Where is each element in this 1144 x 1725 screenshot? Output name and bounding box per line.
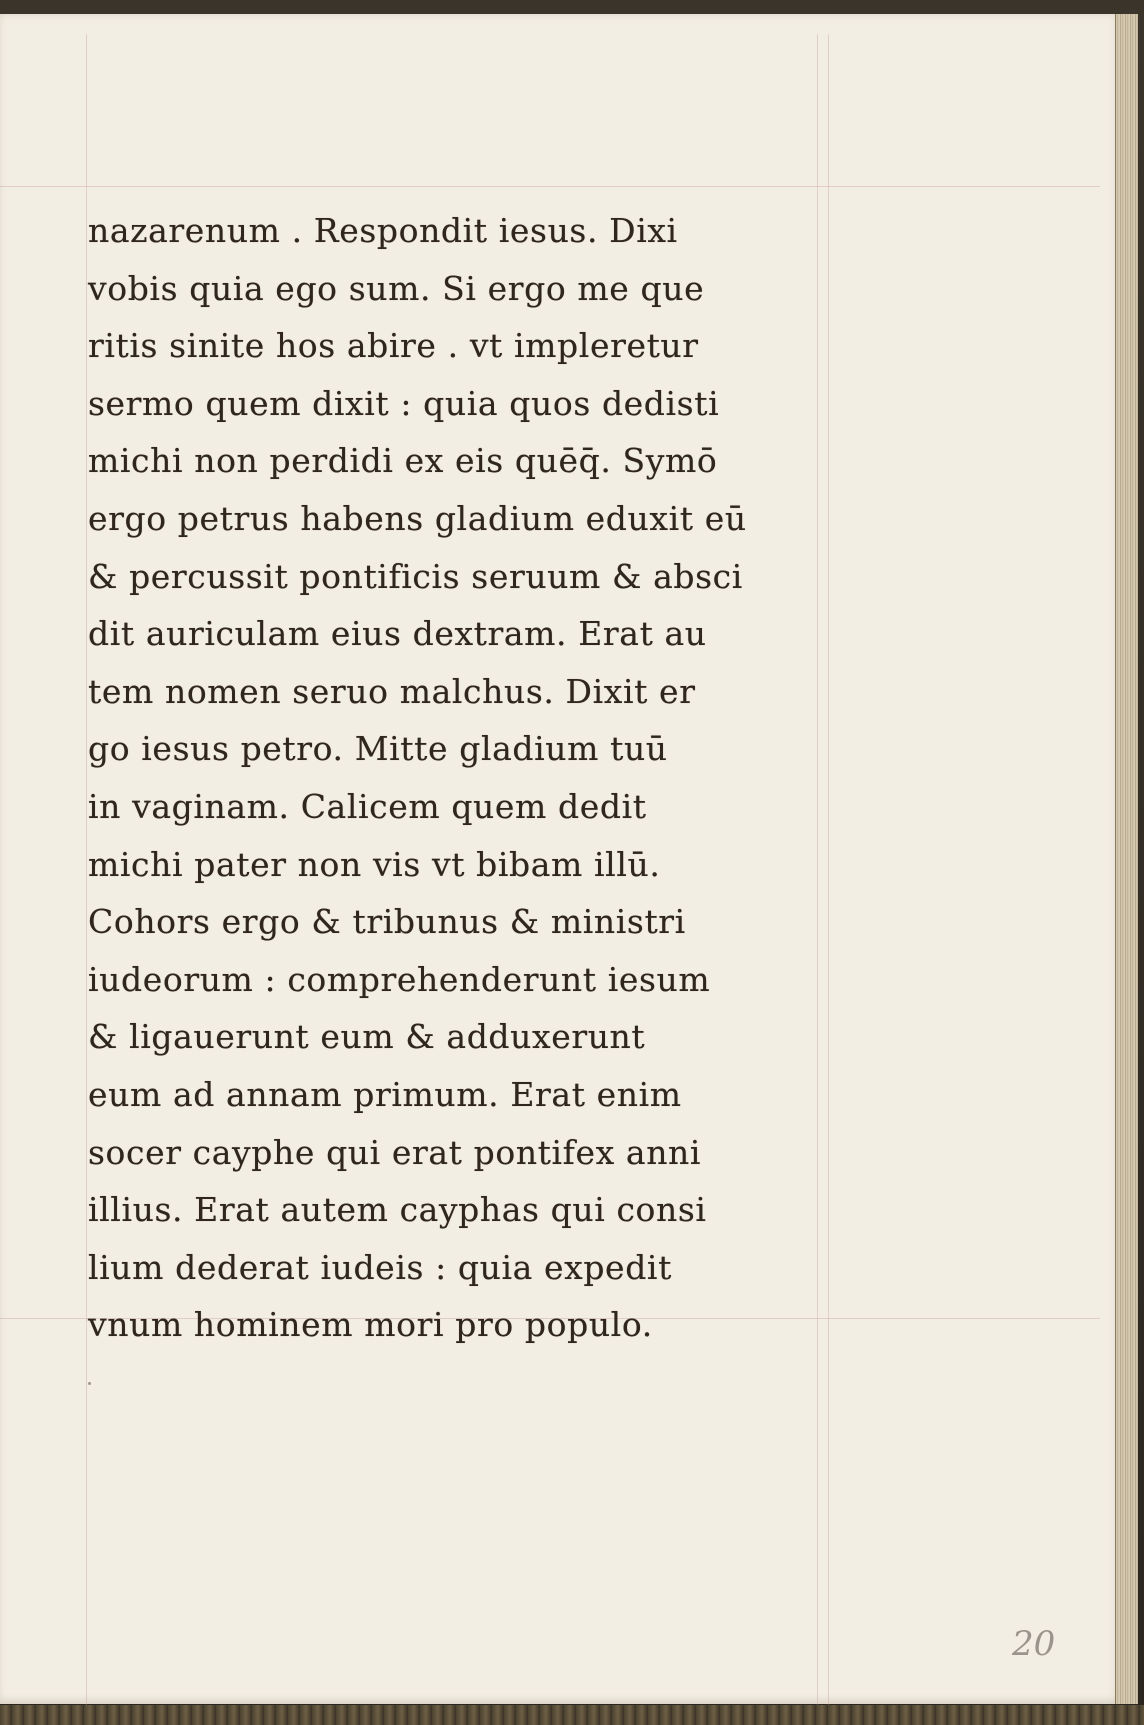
ink-speck xyxy=(88,1382,91,1385)
text-line: Cohors ergo & tribunus & ministri xyxy=(88,902,686,942)
text-line: vnum hominem mori pro populo. xyxy=(88,1305,653,1345)
folio-number: 20 xyxy=(1012,1624,1056,1664)
text-line: go iesus petro. Mitte gladium tuū xyxy=(88,729,668,769)
ruling-line-left xyxy=(86,34,87,1714)
text-line: & percussit pontificis seruum & absci xyxy=(88,556,743,596)
text-line: eum ad annam primum. Erat enim xyxy=(88,1074,682,1114)
text-line: michi non perdidi ex eis quēq̄. Symō xyxy=(88,441,718,481)
text-line: & ligauerunt eum & adduxerunt xyxy=(88,1017,646,1057)
text-line: in vaginam. Calicem quem dedit xyxy=(88,786,647,826)
text-line: nazarenum . Respondit iesus. Dixi xyxy=(88,211,678,250)
text-line: socer cayphe qui erat pontifex anni xyxy=(88,1132,702,1172)
text-line: sermo quem dixit : quia quos dedisti xyxy=(88,383,720,423)
text-line: dit auriculam eius dextram. Erat au xyxy=(88,614,707,654)
text-line: ergo petrus habens gladium eduxit eū xyxy=(88,498,747,538)
text-line: vobis quia ego sum. Si ergo me que xyxy=(88,268,705,308)
page-edges xyxy=(1115,14,1138,1704)
text-line: michi pater non vis vt bibam illū. xyxy=(88,844,661,884)
text-line: tem nomen seruo malchus. Dixit er xyxy=(88,671,696,711)
text-line: ritis sinite hos abire . vt impleretur xyxy=(88,326,699,366)
text-line: illius. Erat autem cayphas qui consi xyxy=(88,1190,707,1230)
manuscript-page xyxy=(0,14,1124,1704)
text-line: iudeorum : comprehenderunt iesum xyxy=(88,959,711,999)
text-block xyxy=(88,202,878,1354)
binding-edge xyxy=(0,1705,1144,1725)
text-line: lium dederat iudeis : quia expedit xyxy=(88,1247,672,1287)
ruling-line-top xyxy=(0,186,1100,187)
